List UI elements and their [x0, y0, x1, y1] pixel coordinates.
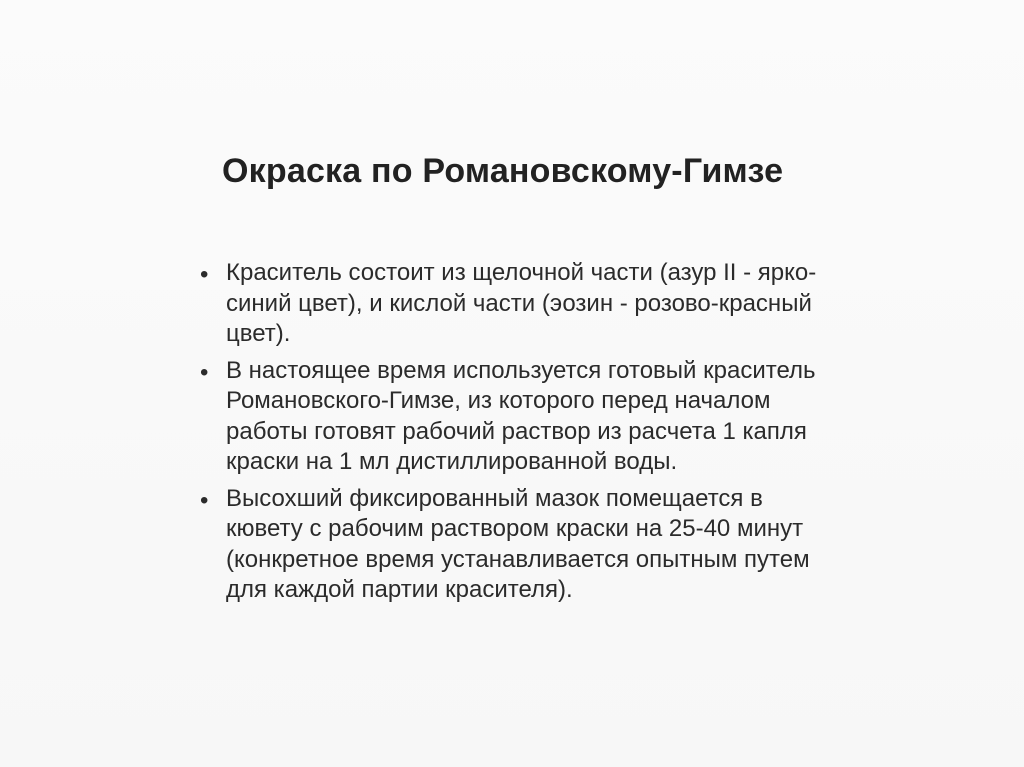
bullet-list [200, 258, 890, 612]
bullet-marker: • [200, 486, 209, 514]
bullet-marker: • [200, 261, 209, 288]
bullet-line: В настоящее время используется готовый краситель [226, 356, 816, 384]
bullet-marker: • [200, 358, 209, 386]
bullet-line: Краситель состоит из щелочной части (азур II - ярко- [226, 259, 817, 286]
bullet-line: краски на 1 мл дистиллированной воды. [226, 448, 678, 475]
slide-title: Окраска по Романовскому-Гимзе [222, 152, 784, 190]
bullet-text [226, 484, 890, 606]
bullet-line: работы готовят рабочий раствор из расчета 1 капля [226, 417, 807, 445]
bullet-line: цвет). [226, 320, 291, 347]
bullet-line: Романовского-Гимзе, из которого перед началом [226, 387, 771, 414]
bullet-line: для каждой партии красителя). [226, 576, 573, 603]
bullet-item [200, 258, 890, 350]
bullet-item [200, 484, 890, 606]
bullet-text [226, 258, 890, 350]
bullet-line: (конкретное время устанавливается опытным путем [226, 545, 810, 573]
bullet-item [200, 356, 890, 478]
bullet-line: Высохший фиксированный мазок помещается в [226, 484, 763, 512]
bullet-line: синий цвет), и кислой части (эозин - розово-красный [226, 289, 812, 317]
bullet-text [226, 356, 890, 478]
bullet-line: кювету с рабочим раствором краски на 25-40 минут [226, 515, 804, 542]
